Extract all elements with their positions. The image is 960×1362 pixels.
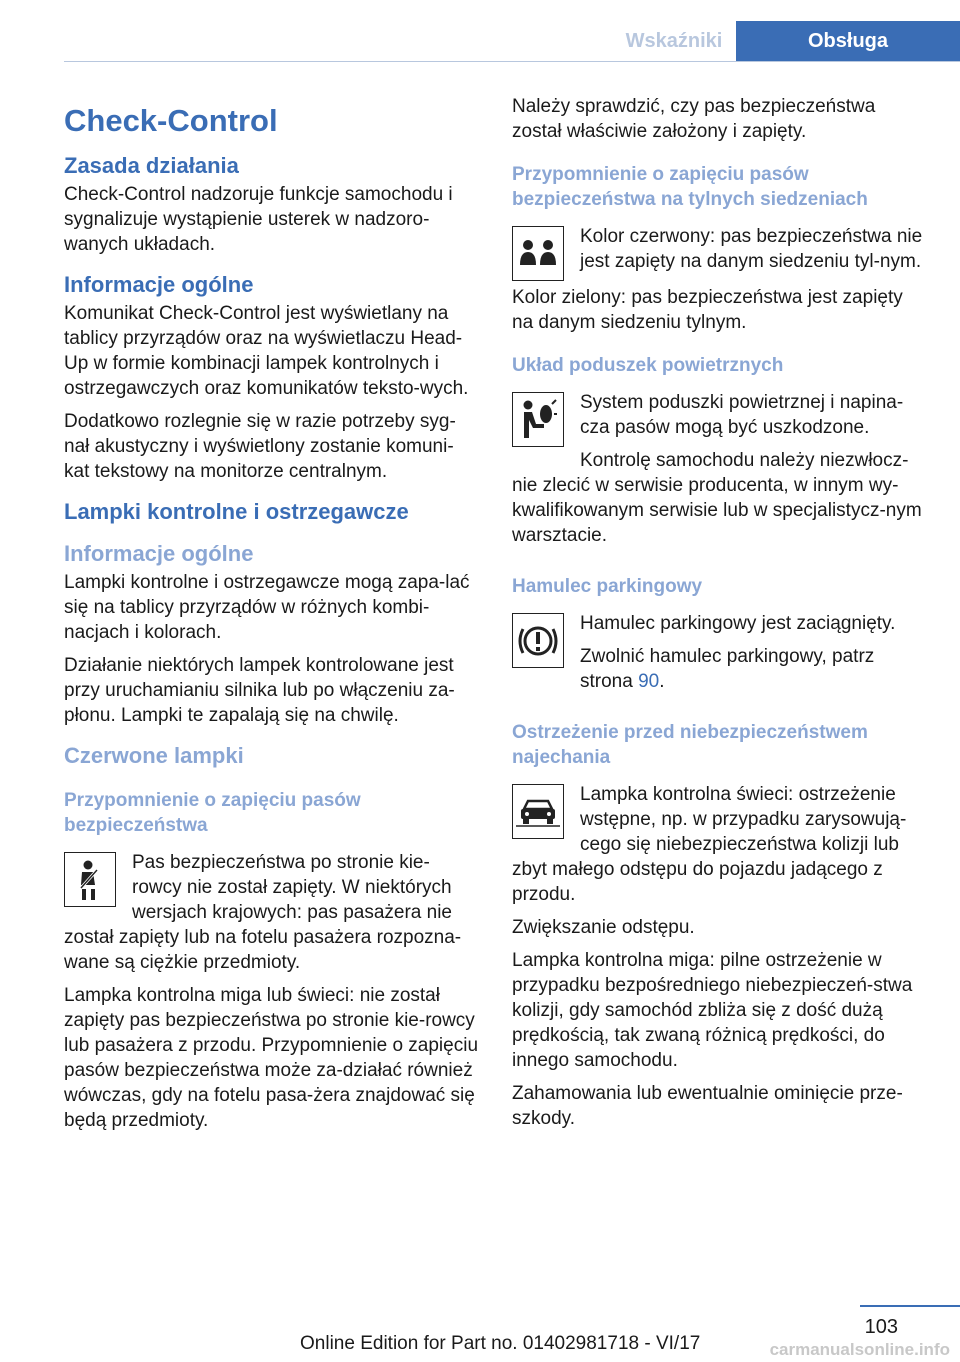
collision-warning-icon (512, 784, 564, 839)
right-column (512, 94, 924, 1139)
info2-text-1: Lampki kontrolne i ostrzegawcze mogą zapa-lać się na tablicy przyrządów w różnych kombi-nacjach i kolorach. (64, 572, 470, 643)
page-title: Check-Control (64, 103, 278, 138)
subheading-rear-belts: Przypomnienie o zapięciu pasów bezpieczeństwa na tylnych siedzeniach (512, 164, 868, 210)
page-number-rule (860, 1305, 960, 1307)
page-link-90[interactable]: 90 (638, 671, 660, 692)
brake-text-2 (512, 644, 924, 694)
brake-text-2-suffix: . (659, 671, 665, 692)
pasy-text-1: Pas bezpieczeństwa po stronie kie-rowcy nie został zapięty. W niektórych wersjach krajowych: pas pasażera nie został zapięty lub na fotelu pasażera rozpozna-wane są ciężkie przedmioty. (64, 852, 462, 973)
collision-text-4: Zahamowania lub ewentualnie ominięcie prze-szkody. (512, 1083, 903, 1129)
subheading-pasy: Przypomnienie o zapięciu pasów bezpieczeństwa (64, 790, 361, 836)
info-text-1: Komunikat Check-Control jest wyświetlany na tablicy przyrządów oraz na wyświetlaczu Head-Up w formie kombinacji lampek kontrolnych i ostrzegawczych oraz komunikatów teksto-wych. (64, 303, 469, 399)
pasy-text-2: Lampka kontrolna miga lub świeci: nie został zapięty pas bezpieczeństwa po stronie kie-rowcy lub pasażera z przodu. Przypomnienie o zapięciu pasów bezpieczeństwa może za-działać również wówczas, gdy na fotelu pasa-żera znajdować się będą przedmioty. (64, 985, 479, 1131)
watermark: carmanualsonline.info (769, 1340, 950, 1359)
info2-text-2: Działanie niektórych lampek kontrolowane jest przy uruchamianiu silnika lub po włączeniu za-płonu. Lampki te zapalają się na chwilę. (64, 655, 455, 726)
rear-text-2: Kolor zielony: pas bezpieczeństwa jest zapięty na danym siedzeniu tylnym. (512, 287, 903, 333)
section-heading-lampki: Lampki kontrolne i ostrzegawcze (64, 499, 409, 524)
section-heading-zasada: Zasada działania (64, 153, 239, 178)
tab-wskazniki[interactable]: Wskaźniki (625, 29, 723, 52)
subheading-airbag: Układ poduszek powietrznych (512, 355, 784, 376)
tab-obsluga[interactable]: Obsługa (736, 21, 960, 61)
subheading-brake: Hamulec parkingowy (512, 576, 703, 597)
header-rule (64, 61, 960, 62)
section-heading-czerwone: Czerwone lampki (64, 743, 244, 768)
header-tabs (612, 21, 960, 61)
collision-text-2: Zwiększanie odstępu. (512, 917, 695, 938)
intro-text: Należy sprawdzić, czy pas bezpieczeństwa został właściwie założony i zapięty. (512, 96, 876, 142)
info-text-2: Dodatkowo rozlegnie się w razie potrzeby syg-nał akustyczny i wyświetlony zostanie komuni-kat tekstowy na monitorze centralnym. (64, 411, 456, 482)
zasada-text: Check-Control nadzoruje funkcje samochodu i sygnalizuje wystąpienie usterek w nadzoro-wanych układach. (64, 184, 453, 255)
parking-brake-icon (512, 613, 564, 668)
left-column (64, 94, 478, 1141)
seatbelt-icon (64, 852, 116, 907)
section-heading-info-2: Informacje ogólne (64, 541, 254, 566)
airbag-icon (512, 392, 564, 447)
page-number: 103 (864, 1316, 898, 1338)
collision-text-3: Lampka kontrolna miga: pilne ostrzeżenie w przypadku bezpośredniego niebezpieczeń-stwa kolizji, gdy samochód zbliża się z dość dużą prędkością, tak zwaną różnicą prędkości, do innego samochodu. (512, 950, 913, 1071)
collision-text-1: Lampka kontrolna świeci: ostrzeżenie wstępne, np. w przypadku zarysowują-cego się niebezpieczeństwa kolizji lub zbyt małego odstępu do pojazdu jadącego z przodu. (512, 784, 907, 905)
rear-text-1: Kolor czerwony: pas bezpieczeństwa nie jest zapięty na danym siedzeniu tyl-nym. (580, 226, 923, 272)
section-heading-info: Informacje ogólne (64, 272, 254, 297)
brake-text-1: Hamulec parkingowy jest zaciągnięty. (580, 613, 896, 634)
airbag-text-1: System poduszki powietrznej i napina-cza pasów mogą być uszkodzone. (580, 392, 904, 438)
airbag-text-2: Kontrolę samochodu należy niezwłocz-nie zlecić w serwisie producenta, w innym wy-kwalifikowanym serwisie lub w specjalistycz-nym warsztacie. (512, 450, 922, 546)
edition-footer: Online Edition for Part no. 01402981718 - VI/17 (300, 1333, 701, 1354)
brake-text-2-prefix: Zwolnić hamulec parkingowy, patrz strona (580, 646, 875, 692)
subheading-collision: Ostrzeżenie przed niebezpieczeństwem najechania (512, 722, 868, 768)
rear-seatbelt-icon (512, 226, 564, 281)
